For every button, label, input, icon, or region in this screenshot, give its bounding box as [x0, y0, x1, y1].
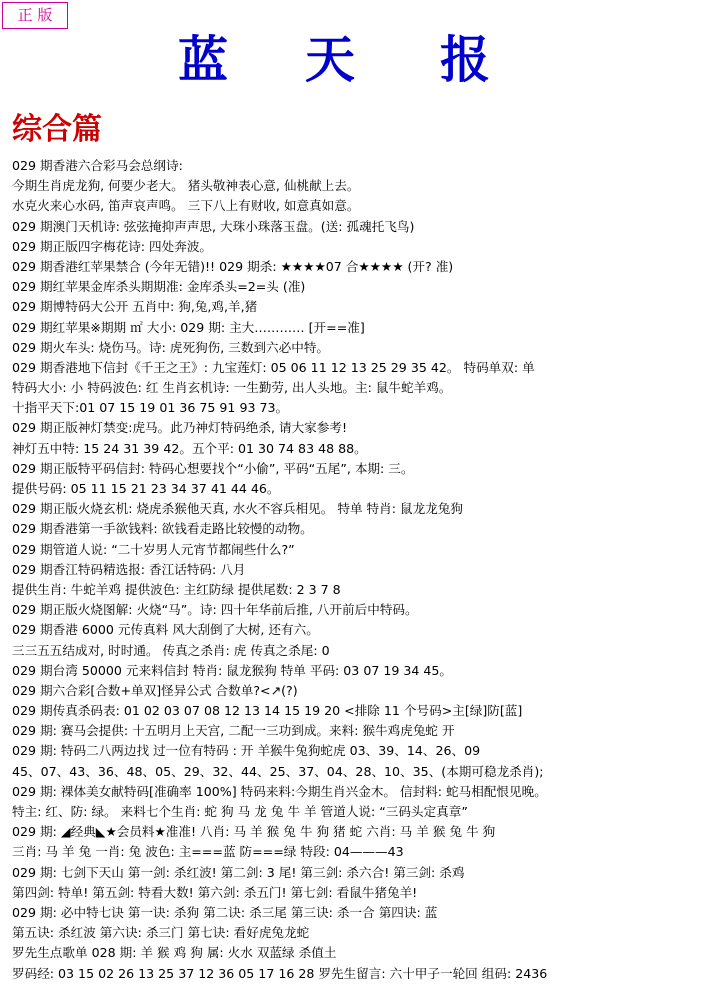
- text-line: 十指平天下:01 07 15 19 01 36 75 91 93 73。: [12, 400, 289, 416]
- text-line: 029 期火车头: 烧伤马。诗: 虎死狗伤, 三数到六必中特。: [12, 339, 330, 355]
- text-line: 三三五五结成对, 时时通。 传真之杀肖: 虎 传真之杀尾: 0: [12, 642, 330, 658]
- text-line: 提供生肖: 牛蛇羊鸡 提供波色: 主红防绿 提供尾数: 2 3 7 8: [12, 581, 341, 597]
- text-line: 029 期正版神灯禁变:虎马。此乃神灯特码绝杀, 请大家参考!: [12, 420, 347, 436]
- text-line: 029 期香港地下信封《千王之王》: 九宝莲灯: 05 06 11 12 13 25 29 35 42。 特码单双: 单: [12, 359, 535, 375]
- text-line: 029 期: 七剑下天山 第一剑: 杀红波! 第二剑: 3 尾! 第三剑: 杀六合! 第三剑: 杀鸡: [12, 864, 465, 880]
- text-line: 029 期: ◢经典◣★会员料★准准! 八肖: 马 羊 猴 兔 牛 狗 猪 蛇 六肖: 马 羊 猴 兔 牛 狗: [12, 824, 496, 840]
- text-line: 特主: 红、防: 绿。 来料七个生肖: 蛇 狗 马 龙 兔 牛 羊 管道人说: “三码头定真章”: [12, 804, 468, 819]
- text-line: 029 期红苹果※期期 ㎡ 大小: 029 期: 主大………… [开==准]: [12, 319, 365, 335]
- text-line: 029 期: 赛马会提供: 十五明月上天宫, 二配一三功到成。来料: 猴牛鸡虎兔蛇 开: [12, 723, 455, 739]
- text-line: 罗先生点歌单 028 期: 羊 猴 鸡 狗 属: 火水 双蓝绿 杀值土: [12, 945, 337, 961]
- text-line: 三肖: 马 羊 兔 一肖: 兔 波色: 主===蓝 防===绿 特段: 04———43: [12, 844, 404, 860]
- text-line: 029 期: 特码二八两边找 过一位有特码 : 开 羊猴牛兔狗蛇虎 03、39、14、26、09: [12, 743, 481, 759]
- text-line: 第五诀: 杀红波 第六诀: 杀三门 第七诀: 看好虎兔龙蛇: [12, 925, 310, 941]
- text-line: 029 期博特码大公开 五肖中: 狗,兔,鸡,羊,猪: [12, 299, 258, 315]
- title-char-2: 天: [305, 30, 355, 89]
- text-line: 029 期澳门天机诗: 弦弦掩抑声声思, 大珠小珠落玉盘。(送: 孤魂托飞鸟): [12, 218, 415, 234]
- text-line: 罗码经: 03 15 02 26 13 25 37 12 36 05 17 16 28 罗先生留言: 六十甲子一轮回 组码: 2436: [12, 965, 548, 981]
- text-line: 029 期六合彩[合数+单双]怪异公式 合数单?<↗(?): [12, 682, 298, 698]
- text-line: 029 期香港红苹果禁合 (今年无错)!! 029 期杀: ★★★★07 合★★★★ (开? 准): [12, 258, 454, 274]
- text-line: 029 期传真杀码表: 01 02 03 07 08 12 13 14 15 19 20 <排除 11 个号码>主[绿]防[蓝]: [12, 703, 523, 719]
- text-line: 特码大小: 小 特码波色: 红 生肖玄机诗: 一生勤劳, 出人头地。主: 鼠牛蛇羊鸡。: [12, 380, 452, 396]
- title-char-1: 蓝: [178, 30, 228, 89]
- text-line: 029 期香港 6000 元传真料 风大刮倒了大树, 还有六。: [12, 622, 319, 638]
- text-line: 029 期正版火烧玄机: 烧虎杀猴他天真, 水火不容兵相见。 特单 特肖: 鼠龙龙兔狗: [12, 501, 463, 517]
- text-line: 029 期正版火烧图解: 火烧“马”。诗: 四十年华前后推, 八开前后中特码。: [12, 602, 418, 618]
- text-line: 提供号码: 05 11 15 21 23 34 37 41 44 46。: [12, 481, 280, 496]
- title-char-3: 报: [440, 30, 490, 89]
- text-line: 029 期红苹果金库杀头期期准: 金库杀头=2=头 (准): [12, 279, 306, 295]
- text-line: 029 期: 裸体美女献特码[准确率 100%] 特码来料:今期生肖兴金木。 信封料: 蛇马相配恨见晚。: [12, 783, 547, 799]
- text-line: 水克火来心水码, 笛声哀声鸣。 三下八上有财收, 如意真如意。: [12, 198, 360, 214]
- text-line: 今期生肖虎龙狗, 何要少老大。 猪头敬神表心意, 仙桃献上去。: [12, 178, 360, 194]
- section-heading: 综合篇: [12, 112, 102, 147]
- text-line: 029 期香江特码精选报: 香江话特码: 八月: [12, 561, 246, 577]
- article-body: [12, 156, 717, 984]
- text-line: 神灯五中特: 15 24 31 39 42。五个平: 01 30 74 83 48 88。: [12, 440, 367, 456]
- page-title: [0, 30, 725, 90]
- text-line: 029 期正版四字梅花诗: 四处奔波。: [12, 238, 213, 254]
- text-line: 029 期台湾 50000 元来料信封 特肖: 鼠龙猴狗 特单 平码: 03 07 19 34 45。: [12, 662, 453, 678]
- text-line: 45、07、43、36、48、05、29、32、44、25、37、04、28、10、35、(本期可稳龙杀肖);: [12, 763, 544, 779]
- text-line: 029 期香港第一手欲钱料: 欲钱看走路比较慢的动物。: [12, 521, 313, 537]
- text-line: 029 期管道人说: “二十岁男人元宵节都闹些什么?”: [12, 541, 295, 557]
- text-line: 029 期正版特平码信封: 特码心想要找个“小偷”, 平码“五尾”, 本期: 三。: [12, 460, 414, 476]
- edition-badge: 正 版: [2, 2, 68, 29]
- text-line: 029 期: 必中特七诀 第一诀: 杀狗 第二诀: 杀三尾 第三诀: 杀一合 第四诀: 蓝: [12, 904, 438, 920]
- text-line: 第四剑: 特单! 第五剑: 特看大数! 第六剑: 杀五门! 第七剑: 看鼠牛猪兔羊!: [12, 884, 418, 900]
- text-line: 029 期香港六合彩马会总纲诗:: [12, 158, 183, 173]
